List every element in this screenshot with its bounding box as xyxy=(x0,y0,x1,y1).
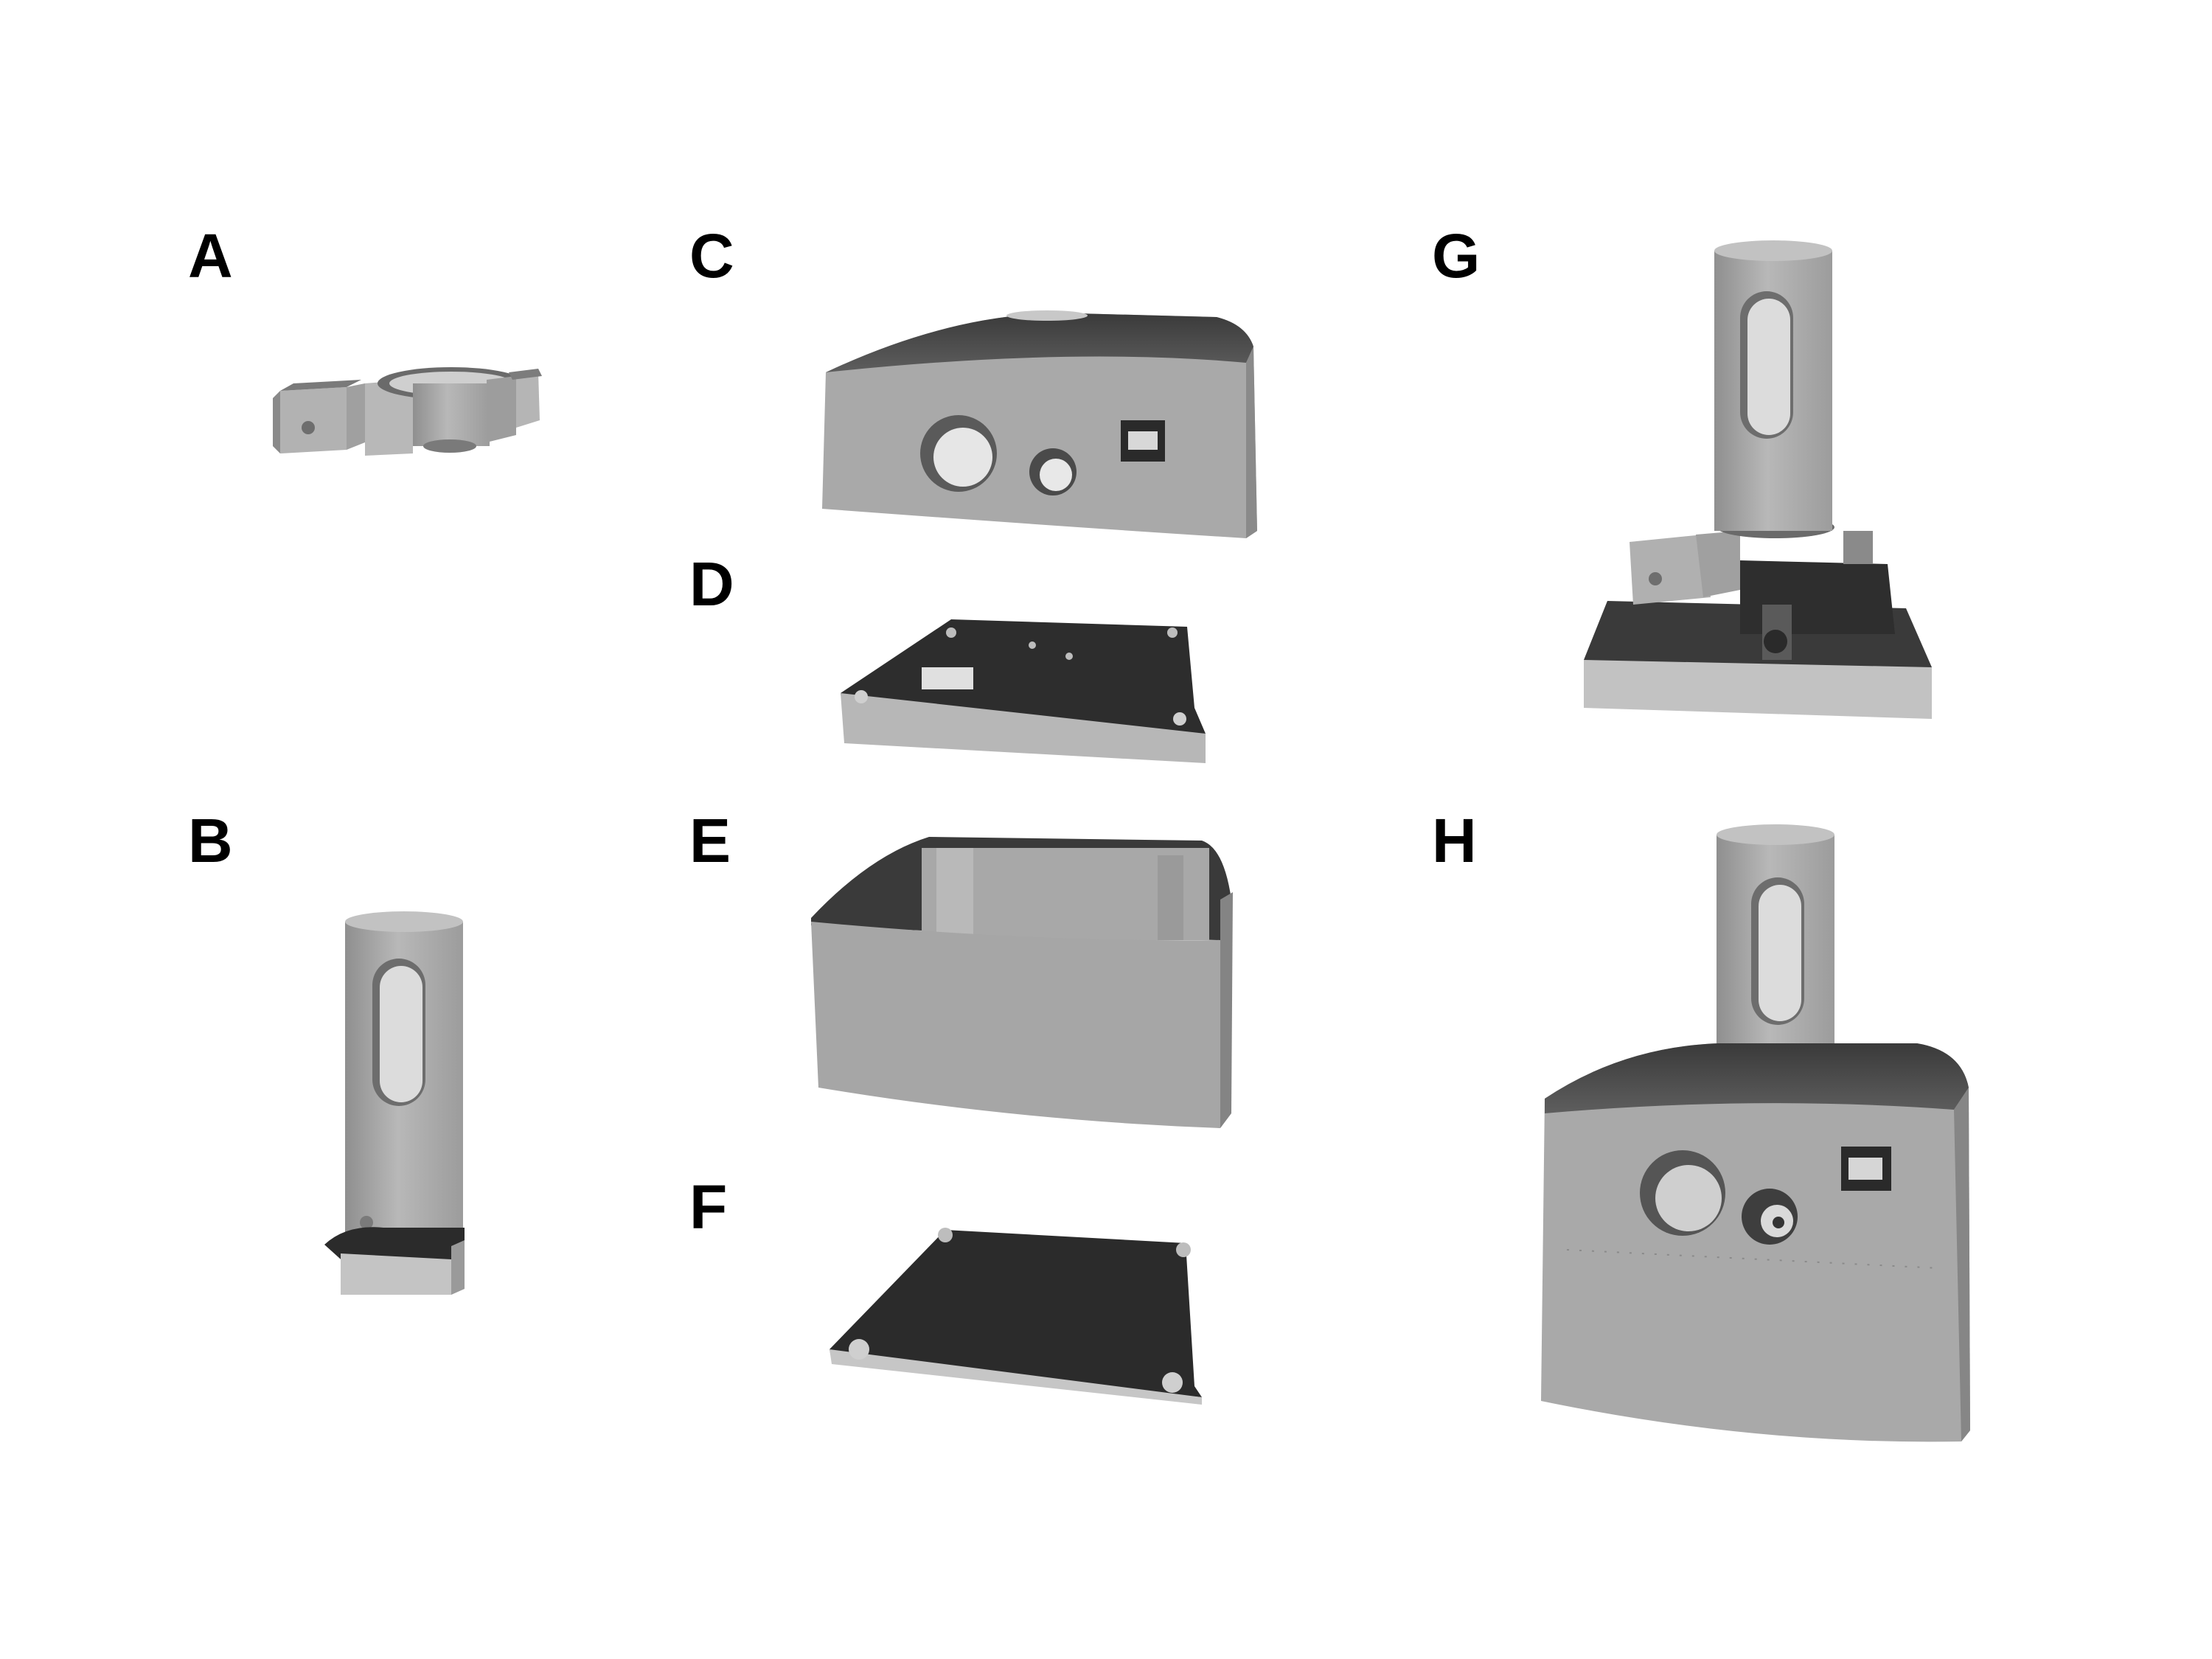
panel-label-h: H xyxy=(1432,806,1477,875)
panel-label-e: E xyxy=(689,806,731,875)
part-d-mount-plate xyxy=(841,619,1206,763)
panel-label-b: B xyxy=(188,806,233,875)
panel-label-a: A xyxy=(188,221,233,291)
part-e-shell xyxy=(811,837,1233,1128)
part-f-bottom-plate xyxy=(830,1228,1202,1405)
part-b-tube xyxy=(324,911,465,1295)
part-h-complete-assembly xyxy=(1541,824,1970,1441)
part-c-front-cap xyxy=(822,310,1257,538)
panel-label-d: D xyxy=(689,549,734,619)
panel-label-g: G xyxy=(1432,221,1481,291)
panel-label-c: C xyxy=(689,221,734,291)
panel-label-f: F xyxy=(689,1172,728,1242)
part-g-internal-assembly xyxy=(1584,240,1932,719)
part-a-bracket xyxy=(273,367,542,456)
